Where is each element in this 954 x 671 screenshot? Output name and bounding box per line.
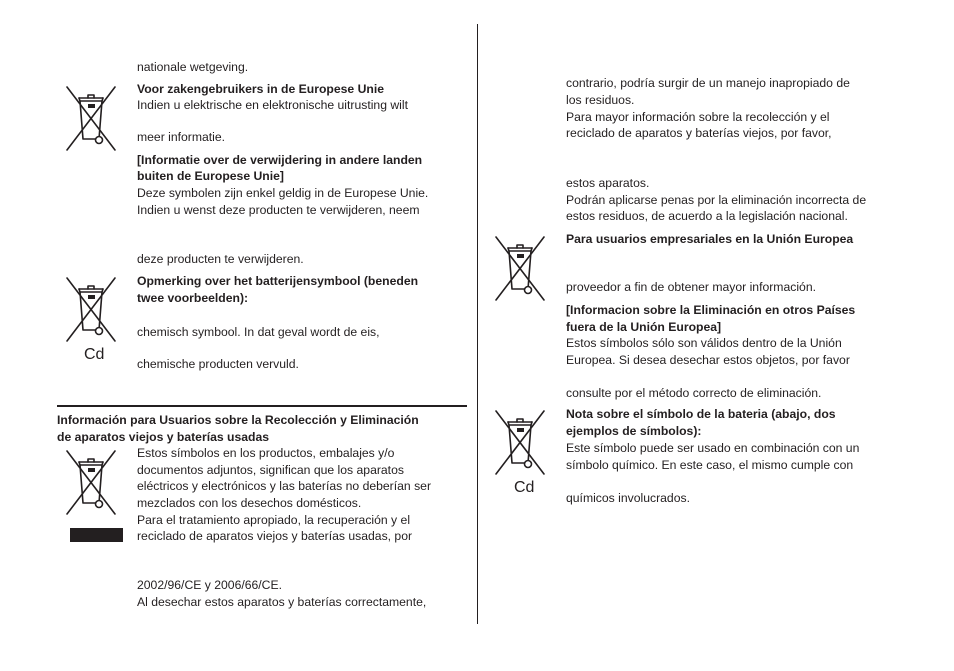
es-info-line: Al desechar estos aparatos y baterías correctamente, <box>137 595 427 609</box>
nl-battery-line: chemisch symbool. In dat geval wordt de eis, <box>137 325 380 339</box>
nl-battery-heading: twee voorbeelden): <box>137 291 249 305</box>
nl-battery-line: chemische producten vervuld. <box>137 357 299 371</box>
es-outside-line: Estos símbolos sólo son válidos dentro de la Unión <box>566 336 842 350</box>
crossed-out-wheelie-bin-icon <box>64 84 118 154</box>
es-outside-heading: fuera de la Unión Europea] <box>566 320 722 334</box>
es-outside-heading: [Informacion sobre la Eliminación en otros Países <box>566 303 856 317</box>
nl-outside-line: Indien u wenst deze producten te verwijderen, neem <box>137 203 420 217</box>
es-cont-line: Podrán aplicarse penas por la eliminación incorrecta de <box>566 193 867 207</box>
es-info-line: reciclado de aparatos viejos y baterías usadas, por <box>137 529 413 543</box>
es-battery-heading: ejemplos de símbolos): <box>566 424 702 438</box>
nl-battery-heading: Opmerking over het batterijensymbool (beneden <box>137 274 419 288</box>
es-outside-line: consulte por el método correcto de eliminación. <box>566 386 822 400</box>
crossed-out-wheelie-bin-icon <box>64 448 118 518</box>
es-outside-line: Europea. Si desea desechar estos objetos, por favor <box>566 353 850 367</box>
es-business-line: proveedor a fin de obtener mayor información. <box>566 280 816 294</box>
es-info-heading: de aparatos viejos y baterías usadas <box>57 430 270 444</box>
cd-label: Cd <box>84 346 105 363</box>
es-info-line: documentos adjuntos, significan que los aparatos <box>137 463 404 477</box>
nl-outside-line: deze producten te verwijderen. <box>137 252 304 266</box>
nl-outside-line: Deze symbolen zijn enkel geldig in de Europese Unie. <box>137 186 429 200</box>
es-cont-line: Para mayor información sobre la recolección y el <box>566 110 830 124</box>
nl-business-line: meer informatie. <box>137 130 226 144</box>
es-battery-line: símbolo químico. En este caso, el mismo cumple con <box>566 458 854 472</box>
crossed-out-wheelie-bin-icon <box>64 275 118 345</box>
nl-business-line: Indien u elektrische en elektronische uitrusting wilt <box>137 98 408 112</box>
es-info-line: Estos símbolos en los productos, embalajes y/o <box>137 446 395 460</box>
crossed-out-wheelie-bin-icon <box>493 408 547 478</box>
es-cont-line: estos aparatos. <box>566 176 650 190</box>
es-battery-line: químicos involucrados. <box>566 491 690 505</box>
es-info-heading: Información para Usuarios sobre la Recolección y Eliminación <box>57 413 419 427</box>
es-info-line: eléctricos y electrónicos y las baterías no deberían ser <box>137 479 431 493</box>
es-info-line: 2002/96/CE y 2006/66/CE. <box>137 578 282 592</box>
black-bar-symbol <box>70 528 123 542</box>
es-battery-heading: Nota sobre el símbolo de la bateria (abajo, dos <box>566 407 836 421</box>
es-cont-line: los residuos. <box>566 93 635 107</box>
es-cont-line: reciclado de aparatos y baterías viejos, por favor, <box>566 126 832 140</box>
es-cont-line: contrario, podría surgir de un manejo inapropiado de <box>566 76 850 90</box>
es-cont-line: estos residuos, de acuerdo a la legislación nacional. <box>566 209 848 223</box>
nl-outside-heading: buiten de Europese Unie] <box>137 169 284 183</box>
nl-business-heading: Voor zakengebruikers in de Europese Unie <box>137 82 384 96</box>
cd-label: Cd <box>514 479 535 496</box>
es-info-line: Para el tratamiento apropiado, la recuperación y el <box>137 513 411 527</box>
crossed-out-wheelie-bin-icon <box>493 234 547 304</box>
es-info-line: mezclados con los desechos domésticos. <box>137 496 362 510</box>
section-divider <box>57 405 467 407</box>
nl-outside-heading: [Informatie over de verwijdering in andere landen <box>137 153 423 167</box>
column-divider <box>477 24 478 624</box>
nl-continuation-text: nationale wetgeving. <box>137 60 249 74</box>
es-battery-line: Este símbolo puede ser usado en combinación con un <box>566 441 860 455</box>
es-business-heading: Para usuarios empresariales en la Unión Europea <box>566 232 854 246</box>
